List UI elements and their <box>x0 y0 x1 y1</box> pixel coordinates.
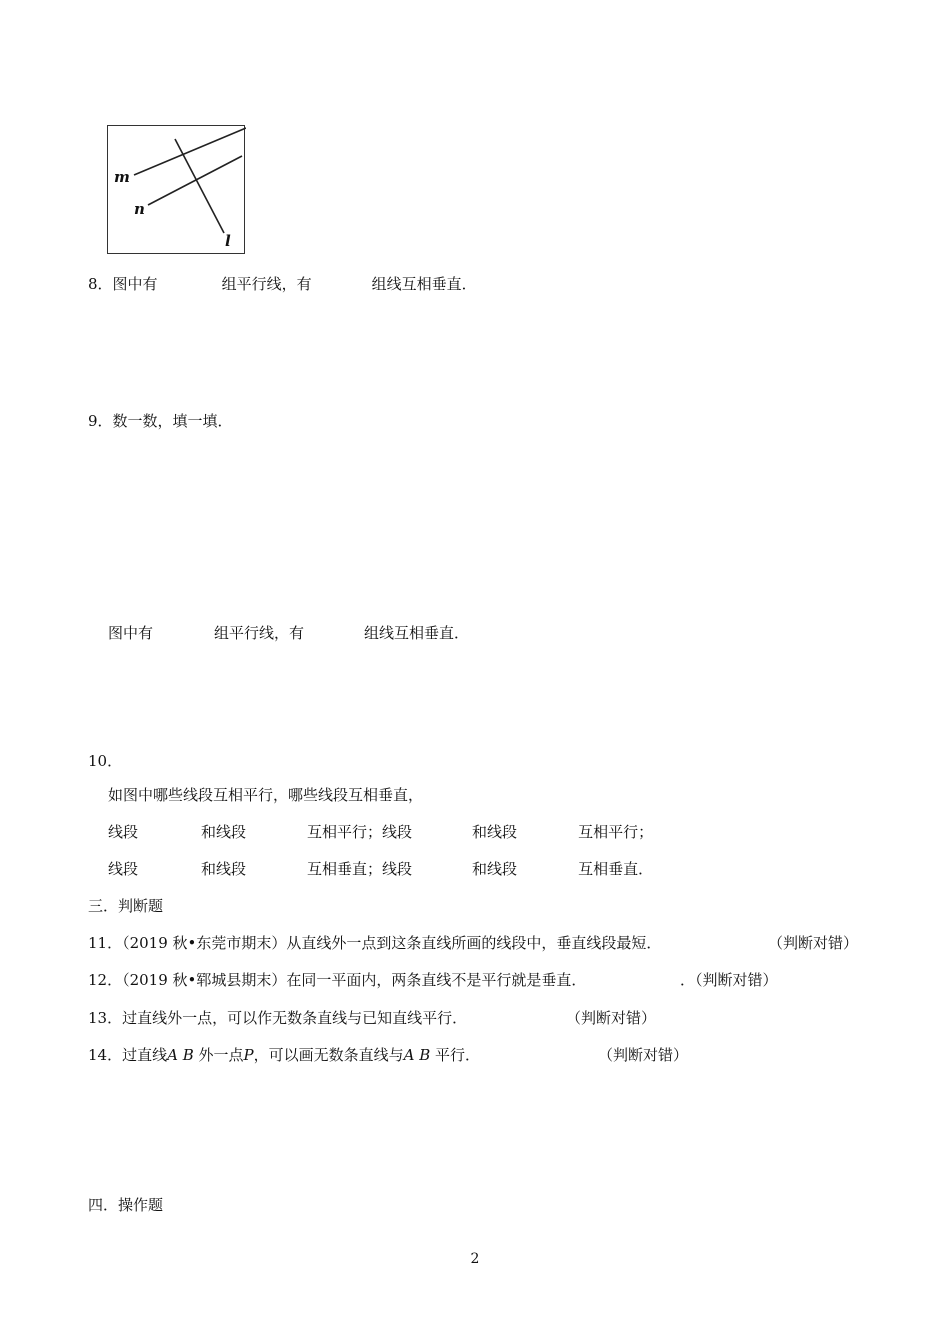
q8-part3: 组线互相垂直． <box>371 275 477 293</box>
q14-line-ab-1: A B <box>167 1046 194 1064</box>
page-number: 2 <box>470 1251 480 1267</box>
q14-t2: 外一点 <box>198 1046 244 1064</box>
q9-text: 数一数，填一填． <box>112 412 233 430</box>
q14-line-ab-2: A B <box>403 1046 431 1064</box>
label-l: l <box>225 232 231 250</box>
q10-prompt: 如图中哪些线段互相平行，哪些线段互相垂直， <box>108 786 424 804</box>
line-l <box>175 139 224 233</box>
q14-t1: 过直线 <box>122 1046 168 1064</box>
q14-number: 14． <box>88 1046 123 1064</box>
q10-r2-b: 和线段 <box>201 860 247 878</box>
q8-part2: 组平行线，有 <box>221 275 312 293</box>
q14-t4: 平行． <box>435 1046 481 1064</box>
label-m: m <box>114 168 130 186</box>
question-14 <box>88 1046 480 1064</box>
q14-t3: ，可以画无数条直线与 <box>253 1046 404 1064</box>
q10-r1-c: 互相平行；线段 <box>307 823 413 841</box>
q12-number: 12． <box>88 971 123 989</box>
q12-tail: ．（判断对错） <box>680 971 778 989</box>
section-3-title: 三．判断题 <box>88 897 164 915</box>
q9-answer-part3: 组线互相垂直． <box>364 624 470 642</box>
q14-point-p: P <box>243 1046 254 1064</box>
q11-text: 从直线外一点到这条直线所画的线段中，垂直线段最短． <box>286 934 662 952</box>
question-11 <box>88 934 661 952</box>
q9-answer-part1: 图中有 <box>108 624 154 642</box>
q10-r2-c: 互相垂直；线段 <box>307 860 413 878</box>
q10-r1-b: 和线段 <box>201 823 247 841</box>
q13-number: 13． <box>88 1009 123 1027</box>
q10-r2-a: 线段 <box>108 860 139 878</box>
q13-tail: （判断对错） <box>566 1009 657 1027</box>
q10-r2-e: 互相垂直． <box>578 860 654 878</box>
q12-source: （2019 秋•郓城县期末） <box>122 971 287 989</box>
question-13 <box>88 1009 467 1027</box>
q11-tail: （判断对错） <box>768 934 859 952</box>
label-n: n <box>134 200 145 218</box>
q8-part1: 图中有 <box>112 275 158 293</box>
question-9 <box>88 412 233 430</box>
q10-r2-d: 和线段 <box>472 860 518 878</box>
q14-tail: （判断对错） <box>598 1046 689 1064</box>
q11-number: 11． <box>88 934 123 952</box>
q10-r1-e: 互相平行； <box>578 823 654 841</box>
q11-source: （2019 秋•东莞市期末） <box>122 934 287 952</box>
q10-r1-a: 线段 <box>108 823 139 841</box>
q10-number: 10． <box>88 752 123 770</box>
q12-text: 在同一平面内，两条直线不是平行就是垂直． <box>286 971 587 989</box>
question-8 <box>88 275 477 293</box>
question-12 <box>88 971 586 989</box>
q9-number: 9． <box>88 412 113 430</box>
q10-row-2 <box>108 860 653 878</box>
q9-answer <box>108 624 469 642</box>
q10-r1-d: 和线段 <box>472 823 518 841</box>
q8-number: 8． <box>88 275 113 293</box>
q9-answer-part2: 组平行线，有 <box>214 624 305 642</box>
lines-figure <box>107 125 245 254</box>
q10-row-1 <box>108 823 653 841</box>
section-4-title: 四．操作题 <box>88 1196 164 1214</box>
q13-text: 过直线外一点，可以作无数条直线与已知直线平行． <box>122 1009 468 1027</box>
